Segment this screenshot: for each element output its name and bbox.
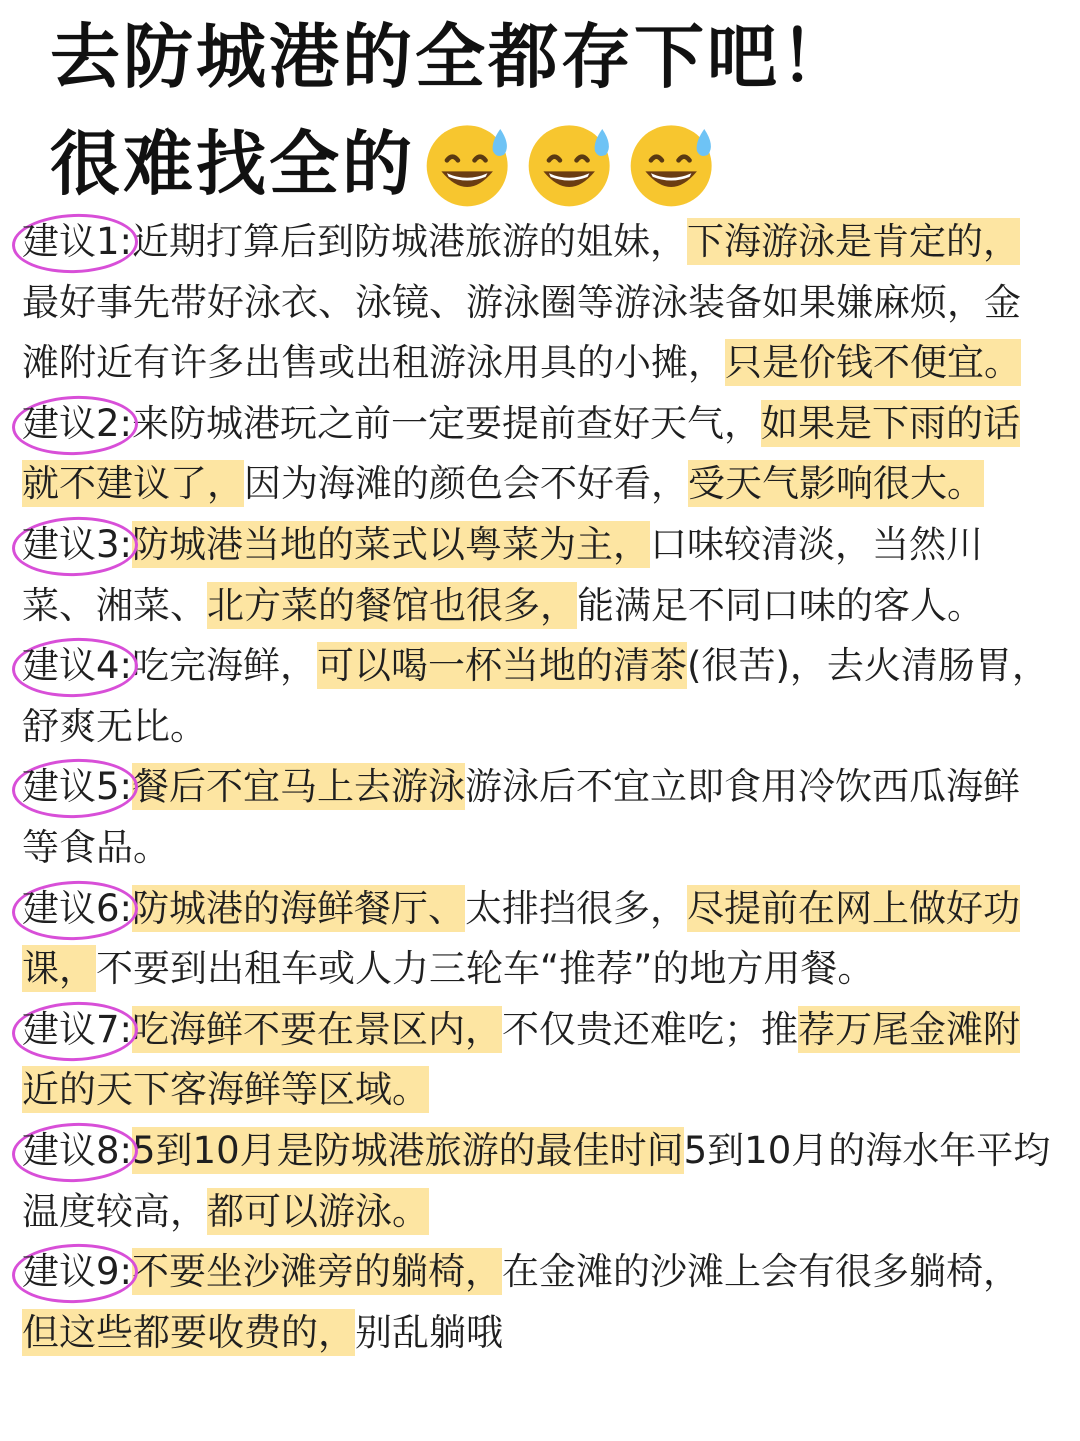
emoji-group <box>423 118 719 210</box>
tip-text: 在金滩的沙滩上会有很多躺椅， <box>502 1250 1021 1294</box>
tip-item <box>22 1121 1052 1242</box>
highlighted-text: 如果是下雨的话就不建议了， <box>22 401 1021 506</box>
sweat-smile-emoji-icon <box>627 118 719 210</box>
tips-list <box>22 212 1052 1363</box>
tip-text: 来防城港玩之前一定要提前查好天气， <box>132 401 762 445</box>
highlighted-text: 5到10月是防城港旅游的最佳时间 <box>132 1128 684 1172</box>
tip-item <box>22 636 1052 757</box>
page-title-line-1: 去防城港的全都存下吧！ <box>50 16 853 98</box>
page-title-line-2 <box>50 118 719 210</box>
tip-label: 建议7: <box>22 1000 132 1061</box>
tip-text: 最好事先带好泳衣、泳镜、游泳圈等游泳装备如果嫌麻烦，金滩附近有许多出售或出租游泳用具的小摊， <box>22 280 1021 385</box>
highlighted-text: 不要坐沙滩旁的躺椅， <box>132 1250 503 1294</box>
page-title-line-2-text: 很难找全的 <box>50 123 415 205</box>
highlighted-text: 可以喝一杯当地的清茶 <box>317 644 688 688</box>
tip-label: 建议8: <box>22 1121 132 1182</box>
tip-text: 因为海滩的颜色会不好看， <box>244 462 688 506</box>
tip-label: 建议3: <box>22 515 132 576</box>
highlighted-text: 餐后不宜马上去游泳 <box>132 765 466 809</box>
highlighted-text: 但这些都要收费的， <box>22 1310 355 1354</box>
tip-label: 建议4: <box>22 636 132 697</box>
sweat-smile-emoji-icon <box>525 118 617 210</box>
highlighted-text: 只是价钱不便宜。 <box>725 341 1021 385</box>
tip-text: 能满足不同口味的客人。 <box>577 583 984 627</box>
tip-text: 不要到出租车或人力三轮车“推荐”的地方用餐。 <box>96 947 875 991</box>
highlighted-text: 北方菜的餐馆也很多， <box>207 583 577 627</box>
highlighted-text: 防城港当地的菜式以粤菜为主， <box>132 522 651 566</box>
tip-text: 吃完海鲜， <box>132 644 318 688</box>
tip-label: 建议1: <box>22 212 132 273</box>
tip-item <box>22 515 1052 636</box>
tip-item <box>22 212 1052 394</box>
tip-label: 建议5: <box>22 757 132 818</box>
sweat-smile-emoji-icon <box>423 118 515 210</box>
tip-text: (很苦)，去火清肠胃，舒爽无比。 <box>22 644 1049 748</box>
tip-item <box>22 1242 1052 1363</box>
tip-text: 不仅贵还难吃；推 <box>502 1007 799 1051</box>
highlighted-text: 受天气影响很大。 <box>688 462 984 506</box>
tip-label: 建议2: <box>22 394 132 455</box>
highlighted-text: 下海游泳是肯定的， <box>687 220 1021 263</box>
tip-label: 建议6: <box>22 879 132 940</box>
tip-label: 建议9: <box>22 1242 132 1303</box>
tip-text: 5到10月的海水年平均温度较高， <box>22 1128 1051 1233</box>
tip-item <box>22 1000 1052 1121</box>
highlighted-text: 荐万尾金滩附近的天下客海鲜等区域。 <box>22 1007 1021 1112</box>
highlighted-text: 尽提前在网上做好功课， <box>22 886 1021 991</box>
highlighted-text: 都可以游泳。 <box>207 1189 429 1233</box>
highlighted-text: 吃海鲜不要在景区内， <box>132 1007 503 1051</box>
tip-item <box>22 879 1052 1000</box>
highlighted-text: 防城港的海鲜餐厅、 <box>132 886 466 930</box>
tip-text: 太排挡很多， <box>465 886 688 930</box>
tip-text: 别乱躺哦 <box>355 1310 503 1354</box>
tip-item <box>22 757 1052 878</box>
tip-item <box>22 394 1052 515</box>
tip-text: 游泳后不宜立即食用冷饮西瓜海鲜等食品。 <box>22 765 1021 869</box>
tip-text: 口味较清淡，当然川菜、湘菜、 <box>22 522 984 627</box>
tip-text: 近期打算后到防城港旅游的姐妹， <box>132 220 688 263</box>
